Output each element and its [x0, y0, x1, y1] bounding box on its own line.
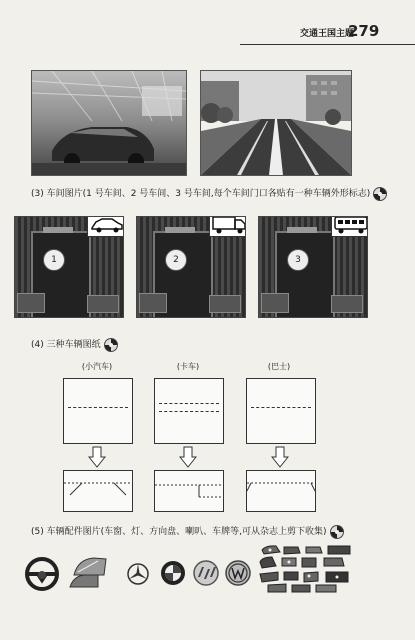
disc-icon	[104, 338, 118, 352]
header-title: 交通王国主题	[300, 29, 355, 39]
car-window-icon	[68, 555, 110, 589]
steering-wheel-icon	[24, 556, 60, 592]
caption-workshops	[31, 186, 387, 201]
caption-parts	[31, 524, 344, 539]
bus-folded-drawing	[246, 470, 316, 512]
down-arrow-icon	[88, 446, 106, 468]
down-arrow-icon	[271, 446, 289, 468]
road-photo	[200, 70, 352, 176]
drawing-label-car: (小汽车)	[81, 362, 113, 371]
volkswagen-logo-icon	[225, 560, 251, 586]
header-rule	[240, 44, 415, 45]
disc-icon	[330, 525, 344, 539]
car-drawing-sheet	[63, 378, 133, 444]
caption-drawings	[31, 337, 118, 352]
car-sign-icon	[87, 216, 124, 237]
mercedes-logo-icon	[126, 562, 150, 586]
bus-sign-icon	[331, 216, 368, 237]
truck-drawing-sheet	[154, 378, 224, 444]
workshop-3	[258, 216, 368, 318]
factory-photo	[31, 70, 187, 176]
workshop-1	[14, 216, 124, 318]
workshop-number: 1	[43, 249, 65, 271]
truck-folded-drawing	[154, 470, 224, 512]
workshop-number: 2	[165, 249, 187, 271]
drawing-label-bus: (巴士)	[267, 362, 291, 371]
truck-sign-icon	[209, 216, 246, 237]
buick-logo-icon	[193, 559, 219, 587]
bus-drawing-sheet	[246, 378, 316, 444]
page-number: 279	[348, 22, 380, 40]
caption-drawings-text: (4) 三种车辆图纸	[31, 340, 101, 350]
disc-icon	[373, 187, 387, 201]
car-folded-drawing	[63, 470, 133, 512]
down-arrow-icon	[179, 446, 197, 468]
workshop-number: 3	[287, 249, 309, 271]
drawing-label-truck: (卡车)	[176, 362, 200, 371]
car-lights-icon	[258, 544, 354, 594]
caption-parts-text: (5) 车辆配件图片(车窗、灯、方向盘、喇叭、车牌等,可从杂志上剪下收集)	[31, 527, 327, 537]
bmw-logo-icon	[160, 560, 186, 586]
caption-workshops-text: (3) 车间图片(1 号车间、2 号车间、3 号车间,每个车间门口各贴有一种车辆外形标志)	[31, 189, 371, 199]
workshop-2	[136, 216, 246, 318]
